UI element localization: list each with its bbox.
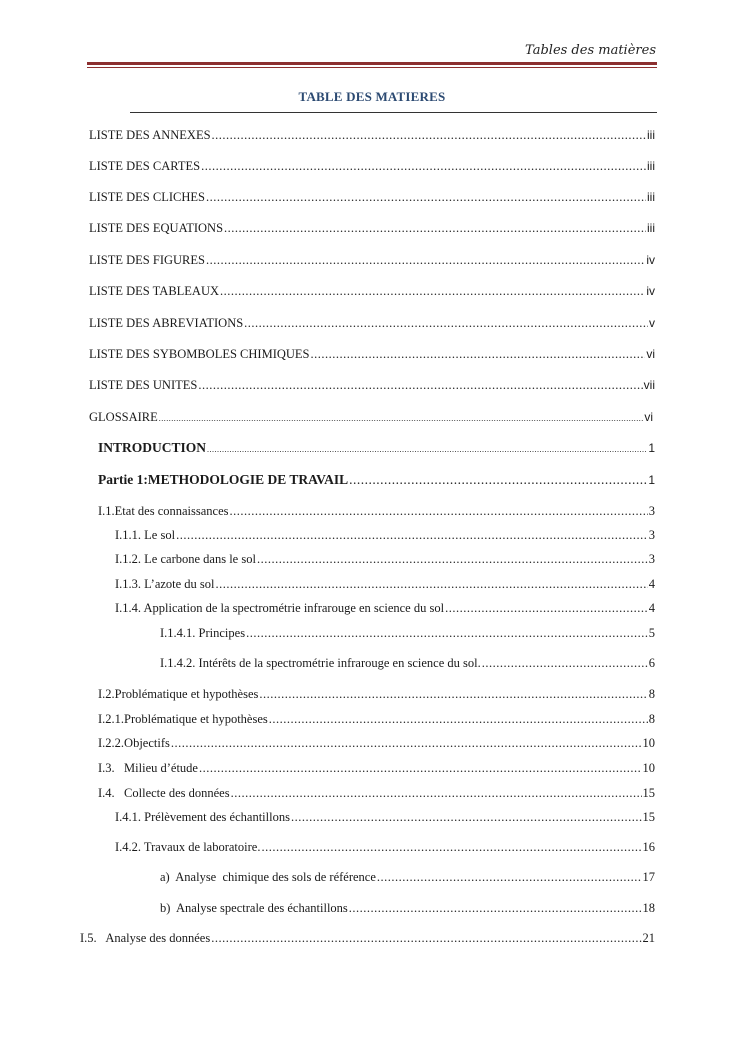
- toc-entry-page: 10: [642, 761, 655, 775]
- toc-entry-liste-cartes[interactable]: [89, 159, 655, 174]
- toc-entry-liste-unites[interactable]: [89, 378, 655, 393]
- toc-entry-page: vi: [644, 410, 653, 424]
- toc-entry-page: 16: [642, 840, 655, 854]
- toc-leader-dots: [269, 712, 648, 727]
- toc-heading: TABLE DES MATIERES: [298, 89, 446, 104]
- toc-entry-label: I.2.2.Objectifs: [98, 736, 170, 750]
- toc-leader-dots: [257, 552, 648, 567]
- toc-leader-dots: [349, 901, 642, 916]
- toc-entry-page: 10: [642, 736, 655, 750]
- toc-entry-liste-cliches[interactable]: [89, 190, 655, 205]
- toc-entry-page: 8: [648, 712, 655, 726]
- toc-entry-label: LISTE DES FIGURES: [89, 253, 205, 267]
- toc-entry-page: 5: [648, 626, 655, 640]
- toc-entry-label: I.1.Etat des connaissances: [98, 504, 229, 518]
- toc-entry-problematique-hypotheses[interactable]: [98, 687, 655, 702]
- toc-leader-dots: [482, 656, 648, 671]
- toc-entry-partie-1[interactable]: [98, 472, 655, 488]
- toc-entry-azote-sol[interactable]: [115, 577, 655, 592]
- toc-entry-label: I.1.4. Application de la spectrométrie infrarouge en science du sol: [115, 601, 445, 615]
- toc-entry-label: I.3. Milieu d’étude: [98, 761, 198, 775]
- toc-entry-page: 21: [642, 931, 655, 945]
- toc-entry-label: LISTE DES CLICHES: [89, 190, 205, 204]
- toc-entry-page: iv: [646, 284, 655, 298]
- toc-entry-label: I.1.1. Le sol: [115, 528, 176, 542]
- toc-entry-label: I.2.Problématique et hypothèses: [98, 687, 259, 701]
- toc-leader-dots: [246, 626, 648, 641]
- toc-entry-page: 4: [648, 601, 655, 615]
- toc-entry-label: I.4.2. Travaux de laboratoire.: [115, 840, 261, 854]
- toc-entry-principes[interactable]: [160, 626, 655, 641]
- toc-leader-dots: [198, 378, 642, 393]
- header-rule-thin: [87, 67, 657, 68]
- toc-leader-dots: [212, 128, 646, 143]
- toc-entry-analyse-donnees[interactable]: [80, 931, 655, 946]
- toc-entry-problematique-hypotheses-2[interactable]: [98, 712, 655, 727]
- toc-entry-page: iii: [647, 190, 655, 204]
- toc-leader-dots: [244, 316, 648, 331]
- toc-entry-page: 4: [648, 577, 655, 591]
- toc-heading-rule: [130, 112, 657, 113]
- toc-entry-page: 3: [648, 528, 655, 542]
- toc-leader-dots: [211, 931, 641, 946]
- toc-entry-label: LISTE DES ABREVIATIONS: [89, 316, 244, 330]
- toc-leader-dots: [349, 472, 647, 488]
- toc-entry-page: vii: [643, 378, 655, 392]
- toc-entry-page: iii: [647, 159, 655, 173]
- toc-entry-page: iii: [647, 128, 655, 142]
- toc-leader-dots: [159, 414, 644, 423]
- toc-entry-label: LISTE DES UNITES: [89, 378, 198, 392]
- toc-entry-label: LISTE DES SYBOMBOLES CHIMIQUES: [89, 347, 310, 361]
- toc-entry-liste-figures[interactable]: [89, 253, 655, 268]
- toc-entry-page: 18: [642, 901, 655, 915]
- toc-entry-page: v: [649, 316, 655, 330]
- toc-leader-dots: [377, 870, 642, 885]
- toc-entry-page: 6: [648, 656, 655, 670]
- toc-entry-liste-annexes[interactable]: [89, 128, 655, 143]
- toc-leader-dots: [261, 840, 641, 855]
- toc-entry-liste-tableaux[interactable]: [89, 284, 655, 299]
- toc-entry-label: a) Analyse chimique des sols de référence: [160, 870, 376, 884]
- toc-entry-label: LISTE DES ANNEXES: [89, 128, 211, 142]
- toc-entry-label: Partie 1:METHODOLOGIE DE TRAVAIL: [98, 472, 349, 487]
- toc-entry-label: I.1.2. Le carbone dans le sol: [115, 552, 256, 566]
- toc-leader-dots: [259, 687, 647, 702]
- toc-leader-dots: [171, 736, 642, 751]
- toc-leader-dots: [199, 761, 642, 776]
- toc-entry-page: vi: [646, 347, 655, 361]
- toc-entry-page: iii: [647, 221, 655, 235]
- toc-entry-label: INTRODUCTION: [98, 440, 207, 455]
- toc-leader-dots: [201, 159, 646, 174]
- toc-leader-dots: [206, 253, 645, 268]
- toc-entry-introduction[interactable]: [98, 440, 655, 456]
- toc-leader-dots: [231, 786, 642, 801]
- toc-entry-etat-connaissances[interactable]: [98, 504, 655, 519]
- toc-entry-objectifs[interactable]: [98, 736, 655, 751]
- toc-entry-label: I.1.4.1. Principes: [160, 626, 246, 640]
- toc-leader-dots: [291, 810, 642, 825]
- toc-entry-label: LISTE DES EQUATIONS: [89, 221, 224, 235]
- toc-entry-page: iv: [646, 253, 655, 267]
- toc-entry-liste-symboles-chimiques[interactable]: [89, 347, 655, 362]
- toc-leader-dots: [176, 528, 648, 543]
- toc-leader-dots: [206, 190, 646, 205]
- toc-leader-dots: [224, 221, 646, 236]
- toc-entry-travaux-laboratoire[interactable]: [115, 840, 655, 855]
- toc-entry-page: 3: [648, 552, 655, 566]
- toc-entry-page: 8: [648, 687, 655, 701]
- toc-entry-glossaire[interactable]: [89, 410, 653, 425]
- toc-entry-page: 15: [642, 810, 655, 824]
- page-header-title: Tables des matières: [525, 43, 656, 58]
- toc-entry-label: GLOSSAIRE: [89, 410, 158, 424]
- toc-entry-page: 17: [642, 870, 655, 884]
- toc-entry-label: I.1.4.2. Intérêts de la spectrométrie infrarouge en science du sol.: [160, 656, 481, 670]
- toc-entry-page: 1: [648, 441, 655, 455]
- toc-leader-dots: [230, 504, 648, 519]
- header-rule-thick: [87, 62, 657, 65]
- toc-entry-page: 3: [648, 504, 655, 518]
- toc-entry-analyse-spectrale[interactable]: [160, 901, 655, 916]
- toc-entry-collecte-donnees[interactable]: [98, 786, 655, 801]
- toc-entry-label: LISTE DES TABLEAUX: [89, 284, 220, 298]
- toc-entry-application-spectrometrie[interactable]: [115, 601, 655, 616]
- toc-leader-dots: [207, 445, 647, 454]
- toc-entry-milieu-etude[interactable]: [98, 761, 655, 776]
- toc-leader-dots: [445, 601, 648, 616]
- toc-entry-page: 1: [648, 473, 655, 487]
- toc-leader-dots: [311, 347, 646, 362]
- toc-entry-label: I.4.1. Prélèvement des échantillons: [115, 810, 290, 824]
- toc-entry-label: LISTE DES CARTES: [89, 159, 201, 173]
- toc-entry-le-sol[interactable]: [115, 528, 655, 543]
- toc-entry-carbone-sol[interactable]: [115, 552, 655, 567]
- toc-entry-liste-equations[interactable]: [89, 221, 655, 236]
- toc-entry-analyse-chimique[interactable]: [160, 870, 655, 885]
- toc-entry-interets-spectrometrie[interactable]: [160, 656, 655, 671]
- toc-entry-label: b) Analyse spectrale des échantillons: [160, 901, 348, 915]
- toc-entry-label: I.5. Analyse des données: [80, 931, 211, 945]
- toc-entry-liste-abreviations[interactable]: [89, 316, 655, 331]
- toc-entry-label: I.2.1.Problématique et hypothèses: [98, 712, 268, 726]
- toc-entry-label: I.1.3. L’azote du sol: [115, 577, 215, 591]
- toc-leader-dots: [220, 284, 645, 299]
- toc-leader-dots: [216, 577, 648, 592]
- toc-entry-prelevement-echantillons[interactable]: [115, 810, 655, 825]
- toc-entry-label: I.4. Collecte des données: [98, 786, 230, 800]
- toc-entry-page: 15: [642, 786, 655, 800]
